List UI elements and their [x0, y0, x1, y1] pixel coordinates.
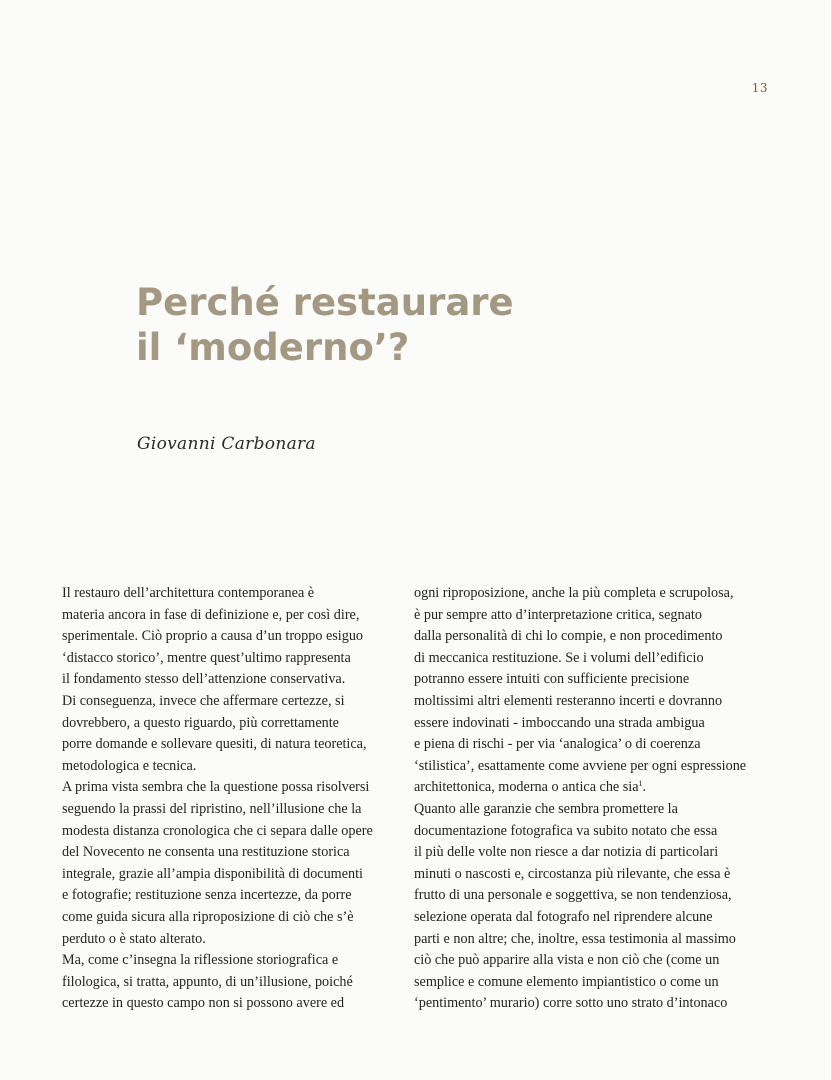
text-line: dovrebbero, a questo riguardo, più correttamente	[62, 714, 339, 731]
text-line: porre domande e sollevare quesiti, di natura teoretica,	[62, 736, 367, 753]
text-line: Di conseguenza, invece che affermare certezze, si	[62, 692, 345, 709]
text-line: documentazione fotografica va subito notato che essa	[414, 822, 718, 839]
text-line-with-footnote: architettonica, moderna o antica che sia$^1$.	[414, 779, 647, 796]
left-text-column	[62, 583, 407, 1015]
text-line: del Novecento ne consenta una restituzione storica	[62, 844, 350, 861]
text-line: metodologica e tecnica.	[62, 757, 197, 774]
text-line: potranno essere intuiti con sufficiente precisione	[414, 671, 690, 688]
text-line: ‘stilistica’, esattamente come avviene per ogni espressione	[414, 757, 747, 774]
text-line: come guida sicura alla riproposizione di ciò che s’è	[62, 908, 354, 925]
text-line: e fotografie; restituzione senza incertezze, da porre	[62, 887, 352, 904]
text-line: moltissimi altri elementi resteranno incerti e dovranno	[414, 692, 723, 709]
footnote-reference[interactable]: 1	[638, 779, 643, 789]
text-line: modesta distanza cronologica che ci separa dalle opere	[62, 822, 373, 839]
text-line: dalla personalità di chi lo compie, e non procedimento	[414, 628, 723, 645]
text-line: e piena di rischi - per via ‘analogica’ o di coerenza	[414, 736, 701, 753]
text-line: semplice e comune elemento impiantistico o come un	[414, 973, 719, 990]
author-name: Giovanni Carbonara	[137, 434, 316, 454]
text-line: è pur sempre atto d’interpretazione critica, segnato	[414, 606, 702, 623]
text-line: il fondamento stesso dell’attenzione conservativa.	[62, 671, 346, 688]
text-line: ogni riproposizione, anche la più completa e scrupolosa,	[414, 585, 734, 601]
chapter-title: Perché restaurare il ‘moderno’?	[136, 281, 514, 369]
text-line: selezione operata dal fotografo nel riprendere alcune	[414, 908, 713, 925]
text-line: ‘distacco storico’, mentre quest’ultimo rappresenta	[62, 649, 351, 666]
text-line: sperimentale. Ciò proprio a causa d’un troppo esiguo	[62, 628, 364, 645]
text-line: il più delle volte non riesce a dar notizia di particolari	[414, 844, 719, 861]
text-line: materia ancora in fase di definizione e, per così dire,	[62, 606, 360, 623]
text-line: A prima vista sembra che la questione possa risolversi	[62, 779, 370, 796]
text-line: essere indovinati - imboccando una strada ambigua	[414, 714, 705, 731]
text-line: Quanto alle garanzie che sembra promettere la	[414, 800, 678, 817]
text-line: perduto o è stato alterato.	[62, 930, 206, 947]
right-text-column	[414, 583, 774, 1015]
text-line: Ma, come c’insegna la riflessione storiografica e	[62, 952, 339, 969]
text-line: Il restauro dell’architettura contemporanea è	[62, 585, 315, 601]
text-line: certezze in questo campo non si possono avere ed	[62, 995, 345, 1012]
text-fragment: architettonica, moderna o antica che sia	[414, 779, 639, 796]
text-line: ‘pentimento’ murario) corre sotto uno strato d’intonaco	[414, 995, 728, 1012]
text-line: filologica, si tratta, appunto, di un’illusione, poiché	[62, 973, 353, 990]
text-line: di meccanica restituzione. Se i volumi dell’edificio	[414, 649, 704, 666]
text-line: seguendo la prassi del ripristino, nell’illusione che la	[62, 800, 362, 817]
text-line: integrale, grazie all’ampia disponibilità di documenti	[62, 865, 363, 882]
text-line: frutto di una personale e soggettiva, se non tendenziosa,	[414, 887, 732, 904]
text-line: minuti o nascosti e, circostanza più rilevante, che essa è	[414, 865, 731, 882]
page-number: 13	[751, 81, 768, 95]
text-line: parti e non altre; che, inoltre, essa testimonia al massimo	[414, 930, 736, 947]
text-line: ciò che può apparire alla vista e non ciò che (come un	[414, 952, 720, 969]
